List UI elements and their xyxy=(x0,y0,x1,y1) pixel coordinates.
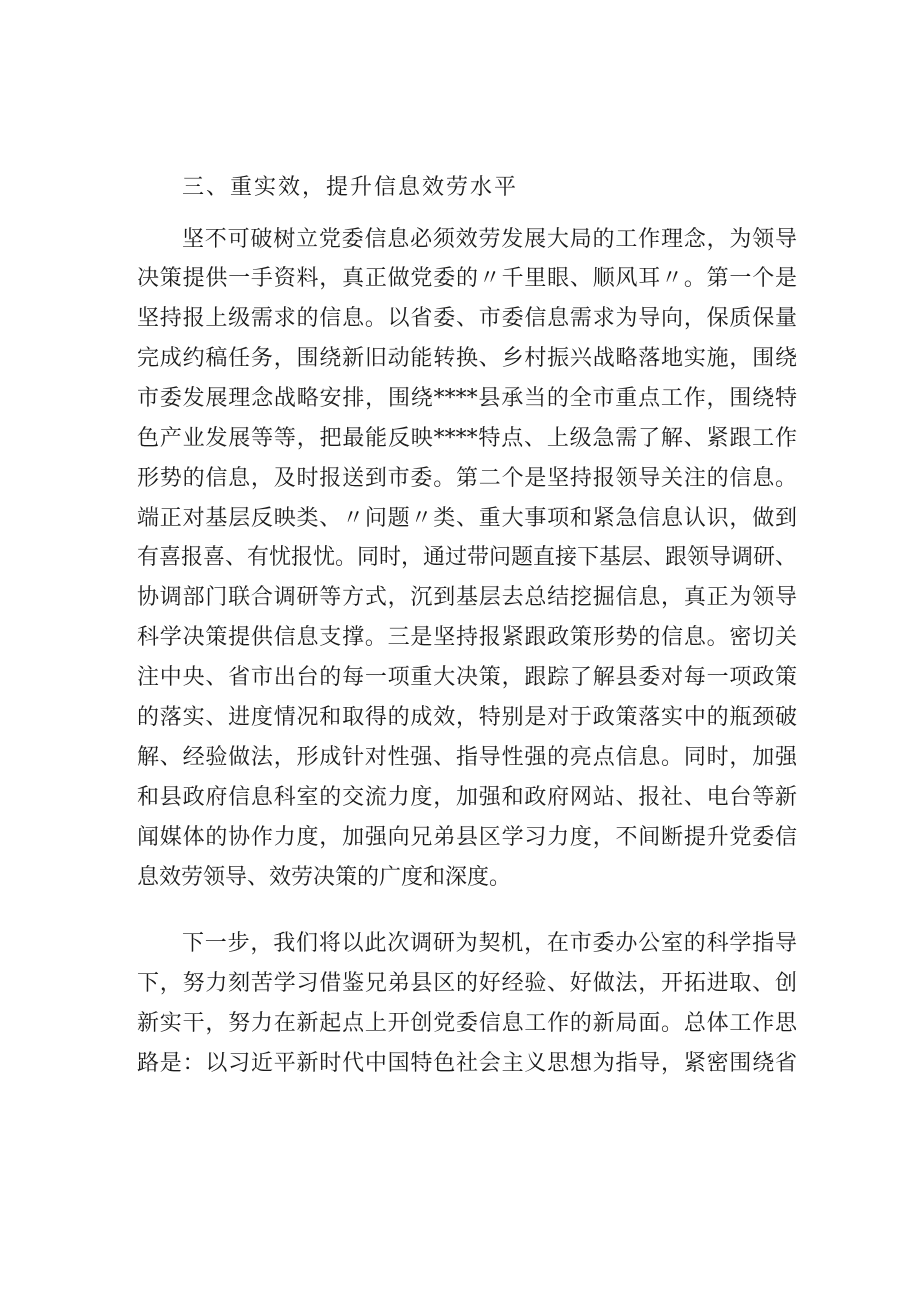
paragraph-1-line: 闻媒体的协作力度，加强向兄弟县区学习力度，不间断提升党委信 xyxy=(137,825,797,850)
paragraph-2-line: 下，努力刻苦学习借鉴兄弟县区的好经验、好做法，开拓进取、创 xyxy=(137,971,797,996)
paragraph-1-line: 的落实、进度情况和取得的成效，特别是对于政策落实中的瓶颈破 xyxy=(137,705,797,730)
section-heading: 三、重实效，提升信息效劳水平 xyxy=(182,175,519,200)
paragraph-1-line: 市委发展理念战略安排，围绕****县承当的全市重点工作，围绕特 xyxy=(137,386,797,411)
paragraph-1-line: 解、经验做法，形成针对性强、指导性强的亮点信息。同时，加强 xyxy=(137,745,797,770)
paragraph-1-line: 端正对基层反映类、〃问题〃类、重大事项和紧急信息认识，做到 xyxy=(137,506,797,531)
paragraph-1-line: 色产业发展等等，把最能反映****特点、上级急需了解、紧跟工作 xyxy=(137,426,797,451)
paragraph-1-line: 和县政府信息科室的交流力度，加强和政府网站、报社、电台等新 xyxy=(137,785,797,810)
paragraph-1-line: 注中央、省市出台的每一项重大决策，跟踪了解县委对每一项政策 xyxy=(137,665,797,690)
paragraph-1-line: 形势的信息，及时报送到市委。第二个是坚持报领导关注的信息。 xyxy=(137,466,797,491)
paragraph-1-line: 科学决策提供信息支撑。三是坚持报紧跟政策形势的信息。密切关 xyxy=(137,625,797,650)
paragraph-2-line: 下一步，我们将以此次调研为契机，在市委办公室的科学指导 xyxy=(182,931,797,956)
paragraph-1-line: 有喜报喜、有忧报忧。同时，通过带问题直接下基层、跟领导调研、 xyxy=(137,545,798,570)
paragraph-1-line: 协调部门联合调研等方式，沉到基层去总结挖掘信息，真正为领导 xyxy=(137,585,797,610)
paragraph-1-line: 坚持报上级需求的信息。以省委、市委信息需求为导向，保质保量 xyxy=(137,306,797,331)
paragraph-1-line: 决策提供一手资料，真正做党委的〃千里眼、顺风耳〃。第一个是 xyxy=(137,266,797,291)
paragraph-2-line: 路是：以习近平新时代中国特色社会主义思想为指导，紧密围绕省 xyxy=(137,1051,797,1076)
paragraph-2-line: 新实干，努力在新起点上开创党委信息工作的新局面。总体工作思 xyxy=(137,1011,797,1036)
paragraph-1-line: 息效劳领导、效劳决策的广度和深度。 xyxy=(137,865,512,890)
paragraph-1-line: 完成约稿任务，围绕新旧动能转换、乡村振兴战略落地实施，围绕 xyxy=(137,346,797,371)
paragraph-1-line: 坚不可破树立党委信息必须效劳发展大局的工作理念，为领导 xyxy=(182,227,797,252)
